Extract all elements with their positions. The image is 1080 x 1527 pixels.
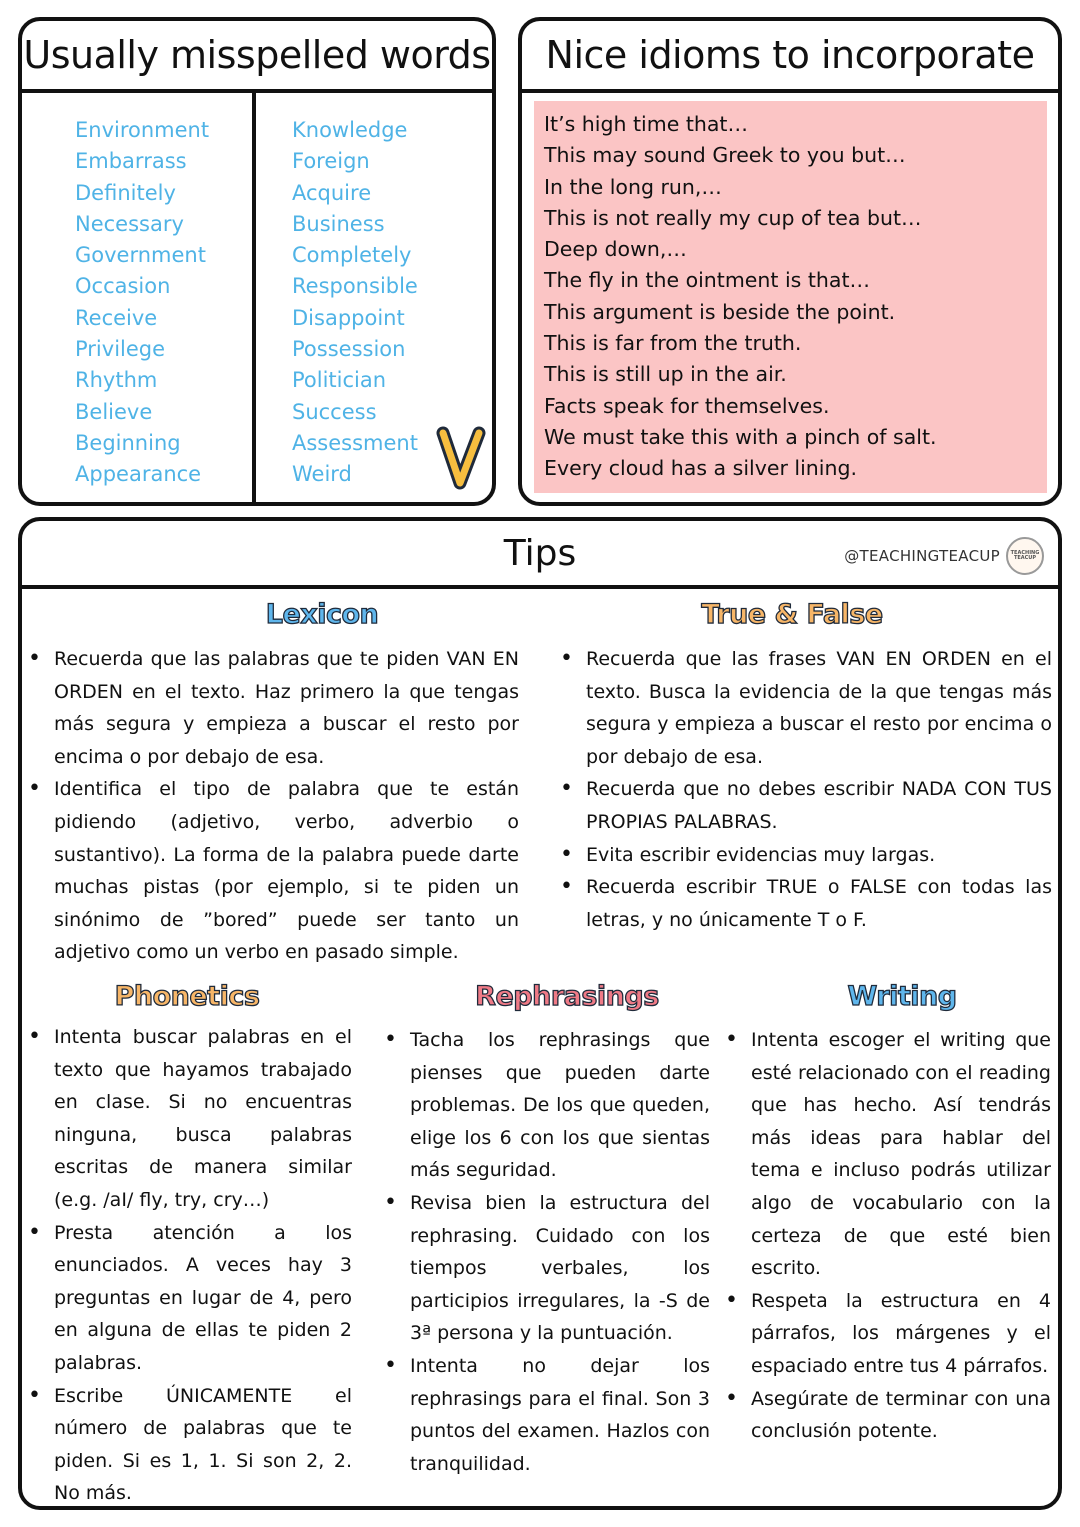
idiom-item: Every cloud has a silver lining. <box>544 456 857 481</box>
tip-item: • Recuerda escribir TRUE o FALSE con todas las letras, y no únicamente T o F. <box>558 871 1052 936</box>
tip-item: • Asegúrate de terminar con una conclusión potente. <box>723 1383 1051 1448</box>
idiom-item: Deep down,… <box>544 237 687 262</box>
misspelled-word: Beginning <box>75 430 181 455</box>
idiom-item: In the long run,… <box>544 174 722 199</box>
misspelled-word: Responsible <box>292 274 418 299</box>
misspelled-word: Possession <box>292 337 406 362</box>
tip-item: • Respeta la estructura en 4 párrafos, los márgenes y el espaciado entre tus 4 párrafos. <box>723 1285 1051 1383</box>
idiom-item: This is not really my cup of tea but… <box>544 205 922 230</box>
tip-item: • Revisa bien la estructura del rephrasing. Cuidado con los tiempos verbales, los participios irregulares, la -S de 3ª persona y la puntuación. <box>382 1187 710 1350</box>
misspelled-word: Privilege <box>75 337 166 362</box>
misspelled-word: Believe <box>75 399 153 424</box>
misspelled-word: Assessment <box>292 430 418 455</box>
logo-line-2: TEACUP <box>1013 555 1037 561</box>
teacup-logo-icon <box>1006 537 1044 575</box>
idiom-item: This is still up in the air. <box>544 362 787 387</box>
misspelled-word: Disappoint <box>292 305 405 330</box>
idiom-item: We must take this with a pinch of salt. <box>544 424 937 449</box>
misspelled-word: Business <box>292 211 385 236</box>
misspelled-word: Politician <box>292 368 387 393</box>
tip-item: • Recuerda que las palabras que te piden VAN EN ORDEN en el texto. Haz primero la que tengas más segura y empieza a buscar el resto por encima o por debajo de esa. <box>26 643 519 773</box>
misspelled-word: Appearance <box>75 462 202 487</box>
misspelled-words-title: Usually misspelled words <box>22 21 492 93</box>
tip-item: • Recuerda que no debes escribir NADA CON TUS PROPIAS PALABRAS. <box>558 773 1052 838</box>
logo-text <box>1011 551 1040 561</box>
misspelled-word: Environment <box>75 118 210 142</box>
tip-item: • Intenta escoger el writing que esté relacionado con el reading que has hecho. Así tendrás más ideas para hablar del tema e incluso podrás utilizar algo de vocabulario con la certeza de que esté bien escrito. <box>723 1024 1051 1285</box>
tips-card <box>18 517 1062 1510</box>
misspelled-words-right-column <box>292 115 418 491</box>
idioms-card <box>518 17 1062 506</box>
tips-title: Tips <box>503 532 577 574</box>
misspelled-word: Weird <box>292 462 352 487</box>
author-handle: @TEACHINGTEACUP <box>844 547 1000 565</box>
misspelled-word: Knowledge <box>292 118 408 142</box>
tip-item: • Intenta buscar palabras en el texto que hayamos trabajado en clase. Si no encuentras ninguna, busca palabras escritas de manera similar (e.g. /aI/ fly, try, cry…) <box>26 1021 352 1217</box>
idiom-item: This argument is beside the point. <box>544 299 896 324</box>
idiom-item: The fly in the ointment is that… <box>544 268 870 293</box>
idiom-item: It’s high time that… <box>544 112 748 136</box>
true-false-heading: True & False <box>701 599 883 630</box>
lexicon-tips-list <box>26 643 519 969</box>
tip-item: • Identifica el tipo de palabra que te están pidiendo (adjetivo, verbo, adverbio o sustantivo). La forma de la palabra puede darte muchas pistas (por ejemplo, si te piden un sinónimo de ”bored” puede ser tanto un adjetivo como un verbo en pasado simple. <box>26 773 519 969</box>
idiom-item: This may sound Greek to you but… <box>544 143 906 168</box>
true-false-tips-list <box>558 643 1052 936</box>
tip-item: • Escribe ÚNICAMENTE el número de palabras que te piden. Si es 1, 1. Si son 2, 2. No más. <box>26 1380 352 1510</box>
tip-item: • Presta atención a los enunciados. A veces hay 3 preguntas en lugar de 4, pero en alguna de ellas te piden 2 palabras. <box>26 1217 352 1380</box>
lexicon-heading: Lexicon <box>265 599 379 630</box>
misspelled-word: Necessary <box>75 211 184 236</box>
phonetics-heading: Phonetics <box>114 981 260 1012</box>
misspelled-word: Embarrass <box>75 149 187 174</box>
logo-line-1: TEACHING <box>1010 550 1040 556</box>
writing-heading: Writing <box>847 981 957 1012</box>
writing-tips-list <box>723 1024 1051 1448</box>
misspelled-word: Occasion <box>75 274 171 299</box>
tip-item: • Evita escribir evidencias muy largas. <box>558 839 1052 872</box>
misspelled-word: Government <box>75 243 206 268</box>
tip-item: • Intenta no dejar los rephrasings para el final. Son 3 puntos del examen. Hazlos con tranquilidad. <box>382 1350 710 1480</box>
idioms-list <box>534 101 1047 493</box>
misspelled-word: Definitely <box>75 180 176 205</box>
idiom-item: Facts speak for themselves. <box>544 393 830 418</box>
misspelled-word: Completely <box>292 243 412 268</box>
misspelled-words-card <box>18 17 496 506</box>
tip-item: • Tacha los rephrasings que pienses que pueden darte problemas. De los que queden, elige los 6 con los que sientas más seguridad. <box>382 1024 710 1187</box>
misspelled-word: Acquire <box>292 180 372 205</box>
v-letter-icon <box>433 423 489 495</box>
misspelled-words-left-column <box>75 115 209 491</box>
misspelled-word: Rhythm <box>75 368 158 393</box>
rephrasings-tips-list <box>382 1024 710 1480</box>
misspelled-word: Success <box>292 399 377 424</box>
idiom-item: This is far from the truth. <box>544 331 802 356</box>
misspelled-word: Receive <box>75 305 158 330</box>
phonetics-tips-list <box>26 1021 352 1510</box>
idioms-title: Nice idioms to incorporate <box>522 21 1058 93</box>
tip-item: • Recuerda que las frases VAN EN ORDEN en el texto. Busca la evidencia de la que tengas más segura y empieza a buscar el resto por encima o por debajo de esa. <box>558 643 1052 773</box>
misspelled-word: Foreign <box>292 149 370 174</box>
tips-header <box>22 521 1058 589</box>
column-divider <box>252 93 256 502</box>
rephrasings-heading: Rephrasings <box>475 981 659 1012</box>
